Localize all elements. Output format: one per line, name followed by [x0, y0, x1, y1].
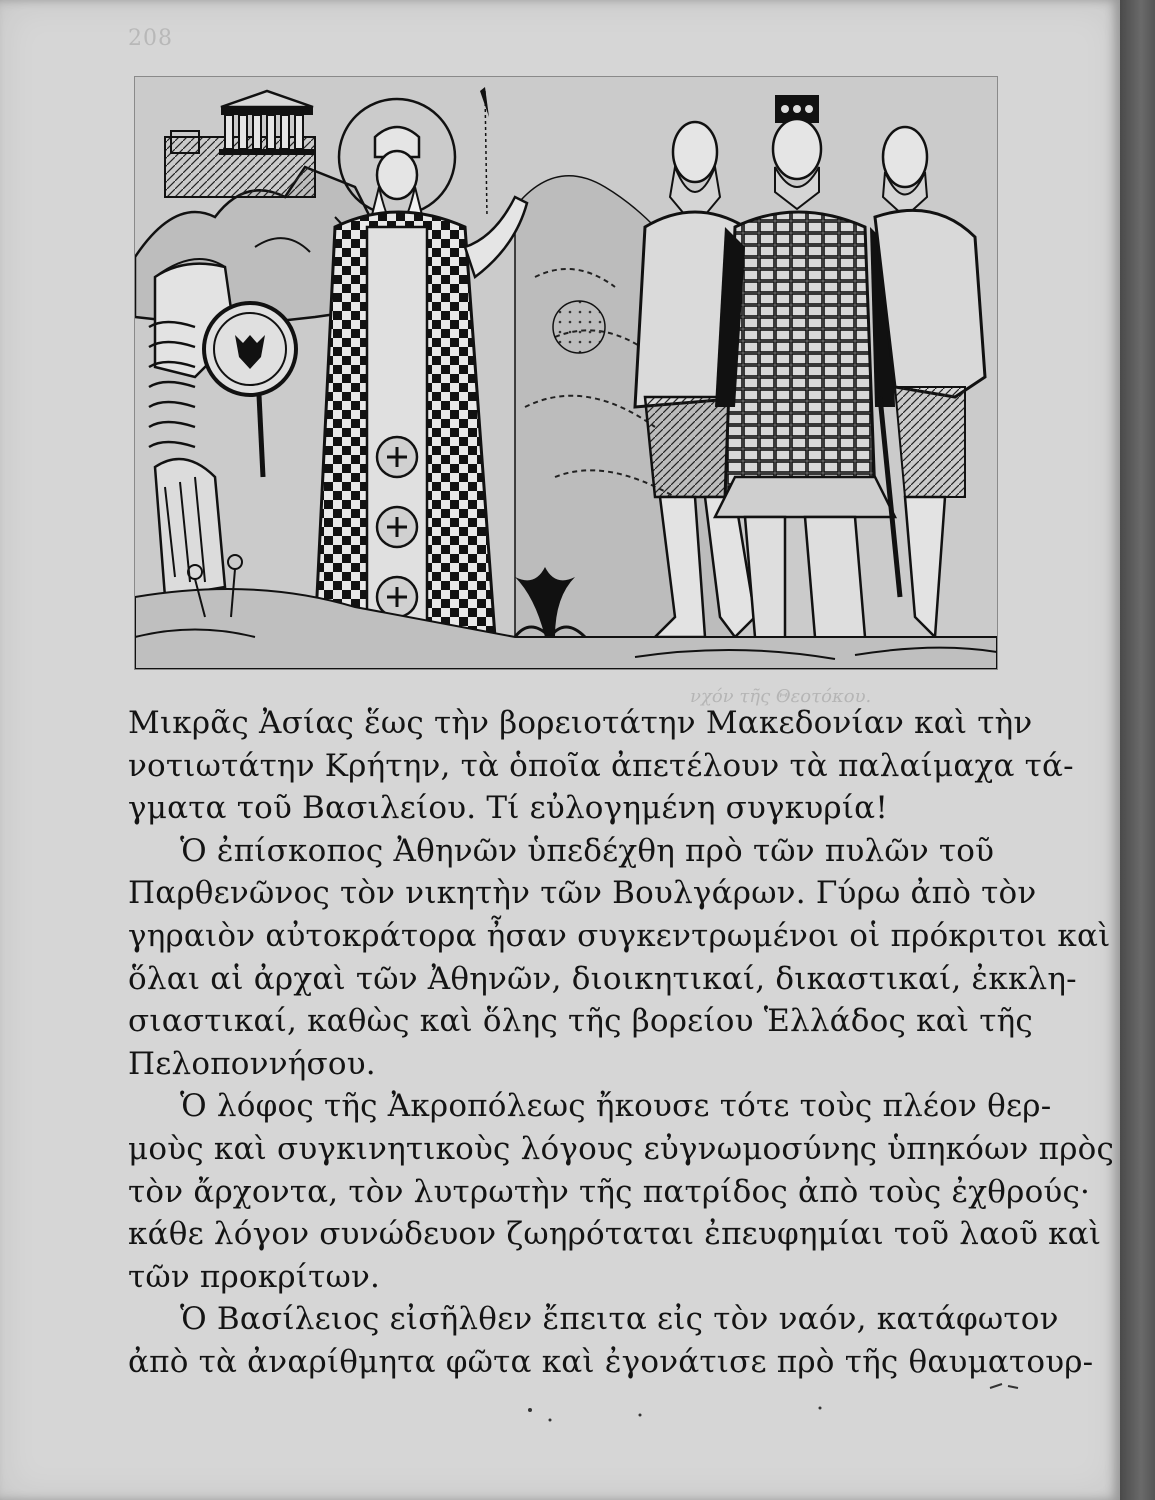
text-line: Πελοποννήσου. — [128, 1045, 376, 1082]
illustration-drawing — [135, 77, 997, 669]
text-line: ὅλαι αἱ ἀρχαὶ τῶν Ἀθηνῶν, διοικητικαί, δικαστικαί, ἐκκλη- — [128, 960, 1077, 997]
text-line: ἀπὸ τὰ ἀναρίθμητα φῶτα καὶ ἐγονάτισε πρὸ τῆς θαυματουρ- — [128, 1343, 1094, 1380]
text-line: Παρθενῶνος τὸν νικητὴν τῶν Βουλγάρων. Γύρω ἀπὸ τὸν — [128, 875, 1037, 912]
paper-specks — [520, 1380, 1040, 1440]
text-line: γματα τοῦ Βασιλείου. Τί εὐλογημένη συγκυρία! — [128, 790, 888, 827]
text-line: Ὁ ἐπίσκοπος Ἀθηνῶν ὑπεδέχθη πρὸ τῶν πυλῶν τοῦ — [180, 832, 995, 869]
text-line: Ὁ λόφος τῆς Ἀκροπόλεως ἤκουσε τότε τοὺς πλέον θερ- — [180, 1088, 1052, 1125]
text-line: γηραιὸν αὐτοκράτορα ἦσαν συγκεντρωμένοι οἱ πρόκριτοι καὶ — [128, 917, 1111, 954]
page-edge — [1120, 0, 1155, 1500]
bleed-through-text: νχόν τῆς Θεοτόκου. — [690, 686, 872, 707]
body-text — [128, 702, 1115, 1384]
illustration — [134, 76, 998, 670]
text-line: μοὺς καὶ συγκινητικοὺς λόγους εὐγνωμοσύνης ὑπηκόων πρὸς — [128, 1130, 1115, 1167]
text-line: Ὁ Βασίλειος εἰσῆλθεν ἔπειτα εἰς τὸν ναόν, κατάφωτον — [180, 1301, 1059, 1338]
text-line: νοτιωτάτην Κρήτην, τὰ ὁποῖα ἀπετέλουν τὰ παλαίμαχα τά- — [128, 747, 1074, 784]
text-line: τὸν ἄρχοντα, τὸν λυτρωτὴν τῆς πατρίδος ἀπὸ τοὺς ἐχθρούς· — [128, 1173, 1091, 1210]
text-line: τῶν προκρίτων. — [128, 1258, 381, 1295]
text-line: σιαστικαί, καθὼς καὶ ὅλης τῆς βορείου Ἑλλάδος καὶ τῆς — [128, 1003, 1033, 1040]
page-number: 208 — [128, 26, 173, 51]
text-line: κάθε λόγον συνώδευον ζωηρόταται ἐπευφημίαι τοῦ λαοῦ καὶ — [128, 1216, 1102, 1253]
text-line: Μικρᾶς Ἀσίας ἕως τὴν βορειοτάτην Μακεδονίαν καὶ τὴν — [128, 705, 1033, 741]
